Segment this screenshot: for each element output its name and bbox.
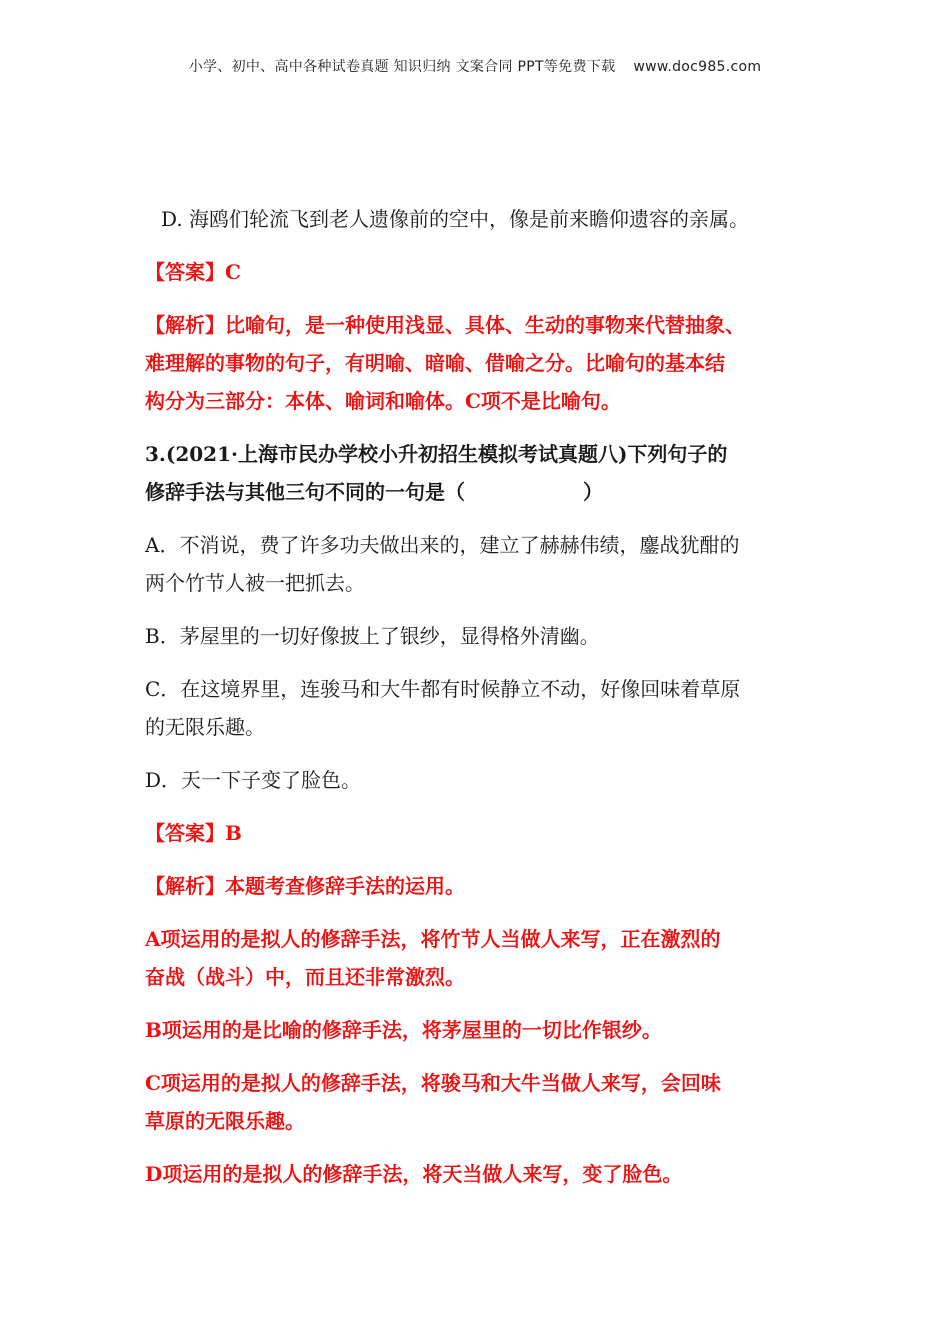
q3-analysis-a-line: 奋战（战斗）中，而且还非常激烈。 [145,965,465,989]
q2-option-d: D. 海鸥们轮流飞到老人遗像前的空中，像是前来瞻仰遗容的亲属。 [161,207,750,231]
q3-answer: 【答案】B [145,821,242,845]
q2-analysis-line: 【解析】比喻句，是一种使用浅显、具体、生动的事物来代替抽象、 [145,313,745,337]
q3-option-c [145,670,815,746]
q3-option-a [145,526,815,602]
q3-analysis-c [145,1064,815,1140]
q3-stem-line: 3.(2021·上海市民办学校小升初招生模拟考试真题八)下列句子的 [145,442,728,466]
q3-option-b: B．茅屋里的一切好像披上了银纱，显得格外清幽。 [145,624,600,648]
q3-analysis-c-line: 草原的无限乐趣。 [145,1109,305,1133]
q3-analysis-a-line: A项运用的是拟人的修辞手法，将竹节人当做人来写，正在激烈的 [145,927,721,951]
q3-stem [145,435,815,511]
q3-option-a-line: 两个竹节人被一把抓去。 [145,571,365,595]
q3-option-a-line: A．不消说，费了许多功夫做出来的，建立了赫赫伟绩，鏖战犹酣的 [145,533,740,557]
page-header [0,56,950,76]
q3-analysis-c-line: C项运用的是拟人的修辞手法，将骏马和大牛当做人来写，会回味 [145,1071,721,1095]
q2-answer-text: 【答案】C [145,260,241,284]
document-body [145,200,815,1193]
q2-analysis-line: 难理解的事物的句子，有明喻、暗喻、借喻之分。比喻句的基本结 [145,351,725,375]
header-text: 小学、初中、高中各种试卷真题 知识归纳 文案合同 PPT等免费下载 [188,59,616,75]
q3-analysis-d: D项运用的是拟人的修辞手法，将天当做人来写，变了脸色。 [145,1162,683,1186]
q3-stem-text: 修辞手法与其他三句不同的一句是（ [145,480,465,504]
q2-analysis [145,306,815,420]
q2-answer [145,253,815,291]
q3-option-d: D．天一下子变了脸色。 [145,768,362,792]
q3-analysis-b: B项运用的是比喻的修辞手法，将茅屋里的一切比作银纱。 [145,1018,662,1042]
q3-analysis-intro: 【解析】本题考查修辞手法的运用。 [145,874,465,898]
q2-analysis-line: 构分为三部分：本体、喻词和喻体。C项不是比喻句。 [145,389,621,413]
q3-option-c-line: 的无限乐趣。 [145,715,265,739]
q3-option-c-line: C．在这境界里，连骏马和大牛都有时候静立不动，好像回味着草原 [145,677,741,701]
q3-stem-close: ） [583,480,603,504]
q3-analysis-a [145,920,815,996]
q3-stem-line [145,473,815,511]
header-site-link[interactable]: www.doc985.com [633,59,762,75]
